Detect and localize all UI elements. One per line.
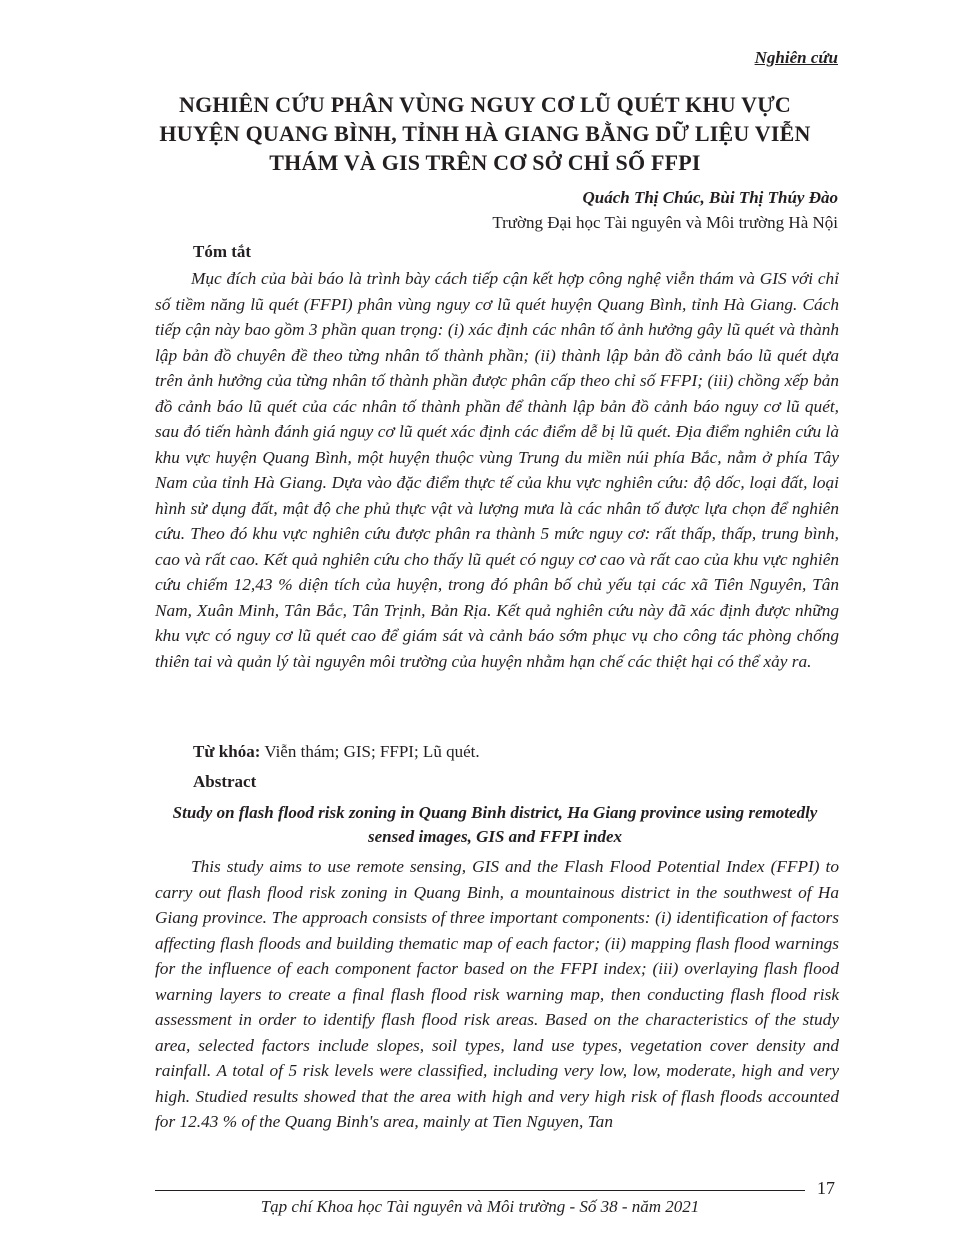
summary-vi-body <box>155 266 839 674</box>
summary-vi-paragraph: Mục đích của bài báo là trình bày cách tiếp cận kết hợp công nghệ viễn thám và GIS với chỉ số tiềm năng lũ quét (FFPI) phân vùng nguy cơ lũ quét huyện Quang Bình, tỉnh Hà Giang. Cách tiếp cận này bao gồm 3 phần quan trọng: (i) xác định các nhân tố ảnh hưởng gây lũ quét và thành lập bản đồ chuyên đề theo từng nhân tố thành phần; (ii) thành lập bản đồ cảnh báo lũ quét dựa trên ảnh hưởng của từng nhân tố thành phần được phân cấp theo chỉ số FFPI; (iii) chồng xếp bản đồ cảnh báo lũ quét của các nhân tố thành phần để thành lập bản đồ cảnh báo nguy cơ lũ quét, sau đó tiến hành đánh giá nguy cơ lũ quét xác định các điểm dễ bị lũ quét. Địa điểm nghiên cứu là khu vực huyện Quang Bình, một huyện thuộc vùng Trung du miền núi phía Bắc, nằm ở phía Tây Nam của tỉnh Hà Giang. Dựa vào đặc điểm thực tế của khu vực nghiên cứu: độ dốc, loại đất, loại hình sử dụng đất, mật độ che phủ thực vật và lượng mưa là các nhân tố được lựa chọn để nghiên cứu. Theo đó khu vực nghiên cứu được phân ra thành 5 mức nguy cơ: rất thấp, thấp, trung bình, cao và rất cao. Kết quả nghiên cứu cho thấy lũ quét có nguy cơ cao và rất cao của khu vực nghiên cứu chiếm 12,43 % diện tích của huyện, trong đó phân bố chủ yếu tại các xã Tiên Nguyên, Tân Nam, Xuân Minh, Tân Bắc, Tân Trịnh, Bản Rịa. Kết quả nghiên cứu này đã xác định được những khu vực có nguy cơ lũ quét cao để giám sát và cảnh báo sớm phục vụ cho công tác phòng chống thiên tai và quản lý tài nguyên môi trường của huyện nhằm hạn chế các thiệt hại có thể xảy ra. <box>155 269 839 671</box>
abstract-heading: Abstract <box>193 772 257 791</box>
journal-footer: Tạp chí Khoa học Tài nguyên và Môi trường - Số 38 - năm 2021 <box>260 1197 700 1216</box>
section-tag: Nghiên cứu <box>754 48 838 67</box>
english-title: Study on flash flood risk zoning in Quang Binh district, Ha Giang province using remotedly sensed images, GIS and FFPI index <box>172 803 818 846</box>
footer-divider <box>155 1190 805 1191</box>
keywords-line <box>193 742 480 762</box>
abstract-en-paragraph: This study aims to use remote sensing, GIS and the Flash Flood Potential Index (FFPI) to carry out flash flood risk zoning in Quang Binh, a mountainous district in the southwest of Ha Giang province. The approach consists of three important components: (i) identification of factors affecting flash floods and building thematic map of each factor; (ii) mapping flash flood warnings for the influence of each component factor based on the FFPI index; (iii) overlaying flash flood warning layers to create a final flash flood risk warning map, then conducting flash flood risk assessment in order to identify flash flood risk areas. Based on the characteristics of the study area, selected factors include slopes, soil types, land use types, vegetation cover density and rainfall. A total of 5 risk levels were classified, including very low, low, moderate, high and very high. Studied results showed that the area with high and very high risk of flash floods accounted for 12.43 % of the Quang Binh's area, mainly at Tien Nguyen, Tan <box>155 857 839 1131</box>
summary-heading: Tóm tắt <box>193 242 252 261</box>
keywords-label: Từ khóa: <box>193 742 261 761</box>
abstract-en-body <box>155 854 839 1135</box>
article-title: NGHIÊN CỨU PHÂN VÙNG NGUY CƠ LŨ QUÉT KHU VỰC HUYỆN QUANG BÌNH, TỈNH HÀ GIANG BẰNG DỮ LIỆU VIỄN THÁM VÀ GIS TRÊN CƠ SỞ CHỈ SỐ FFPI <box>159 92 811 175</box>
authors: Quách Thị Chúc, Bùi Thị Thúy Đào <box>582 188 838 207</box>
page-number: 17 <box>817 1178 835 1198</box>
keywords-values: Viễn thám; GIS; FFPI; Lũ quét. <box>264 742 480 761</box>
affiliation: Trường Đại học Tài nguyên và Môi trường Hà Nội <box>492 213 838 232</box>
